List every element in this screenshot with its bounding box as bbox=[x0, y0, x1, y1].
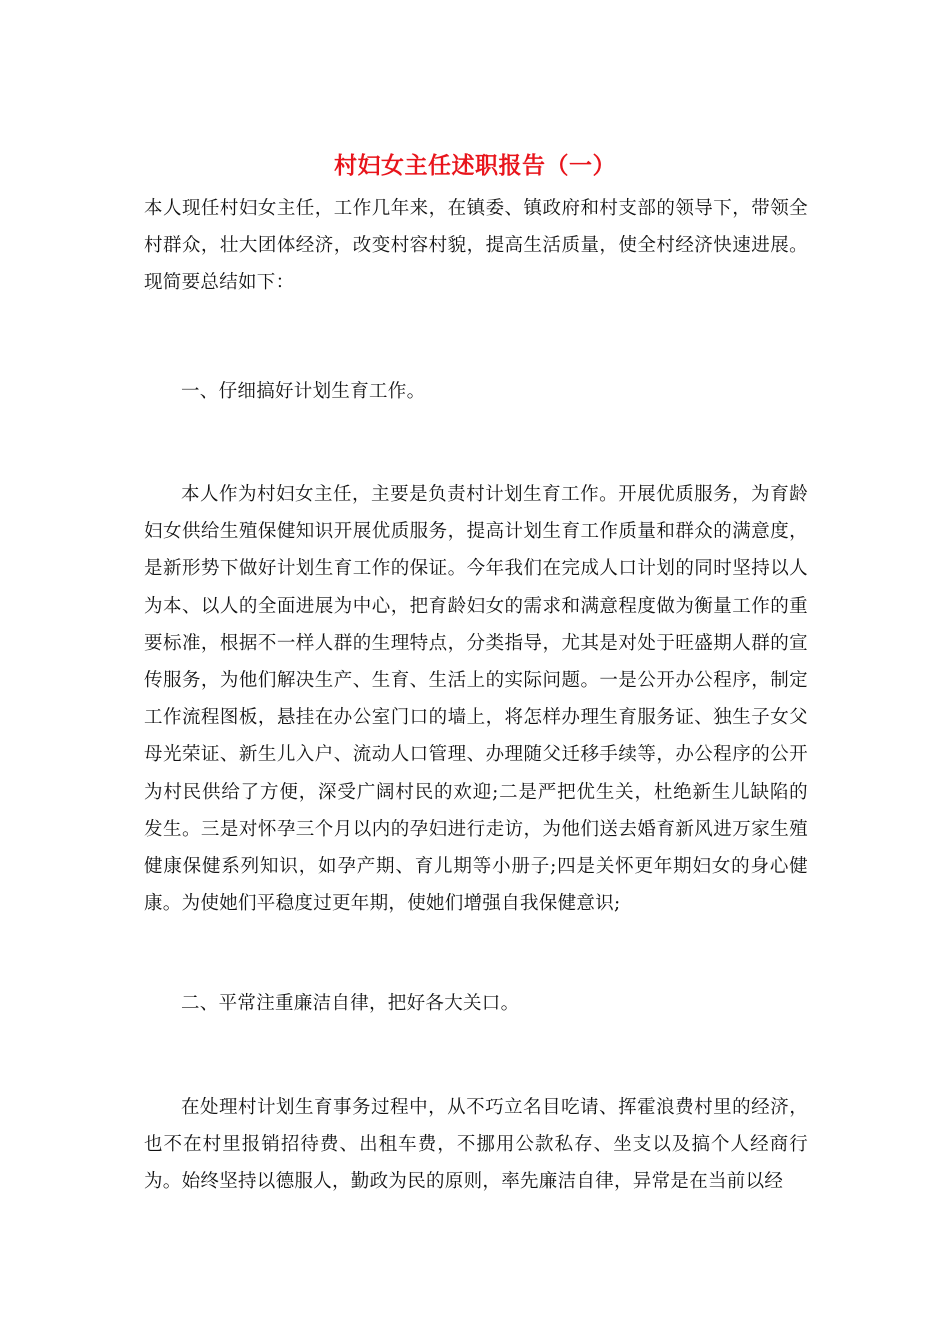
section-1-heading: 一、仔细搞好计划生育工作。 bbox=[181, 381, 426, 402]
document-title: 村妇女主任述职报告（一） bbox=[334, 152, 616, 179]
section-2-heading: 二、平常注重廉洁自律，把好各大关口。 bbox=[181, 993, 520, 1014]
section-1-paragraph: 本人作为村妇女主任，主要是负责村计划生育工作。开展优质服务，为育龄妇女供给生殖保健知识开展优质服务，提高计划生育工作质量和群众的满意度，是新形势下做好计划生育工作的保证。今年我们在完成人口计划的同时坚持以人为本、以人的全面进展为中心，把育龄妇女的需求和满意程度做为衡量工作的重要标准，根据不一样人群的生理特点，分类指导，尤其是对处于旺盛期人群的宣传服务，为他们解决生产、生育、生活上的实际问题。一是公开办公程序，制定工作流程图板，悬挂在办公室门口的墙上，将怎样办理生育服务证、独生子女父母光荣证、新生儿入户、流动人口管理、办理随父迁移手续等，办公程序的公开为村民供给了方便，深受广阔村民的欢迎;二是严把优生关，杜绝新生儿缺陷的发生。三是对怀孕三个月以内的孕妇进行走访，为他们送去婚育新风进万家生殖健康保健系列知识，如孕产期、育儿期等小册子;四是关怀更年期妇女的身心健康。为使她们平稳度过更年期，使她们增强自我保健意识; bbox=[144, 484, 808, 915]
section-2-paragraph: 在处理村计划生育事务过程中，从不巧立名目吃请、挥霍浪费村里的经济，也不在村里报销招待费、出租车费，不挪用公款私存、坐支以及搞个人经商行为。始终坚持以德服人，勤政为民的原则，率先廉洁自律，异常是在当前以经 bbox=[144, 1097, 808, 1193]
intro-paragraph: 本人现任村妇女主任，工作几年来，在镇委、镇政府和村支部的领导下，带领全村群众，壮大团体经济，改变村容村貌，提高生活质量，使全村经济快速进展。现简要总结如下： bbox=[144, 198, 808, 294]
